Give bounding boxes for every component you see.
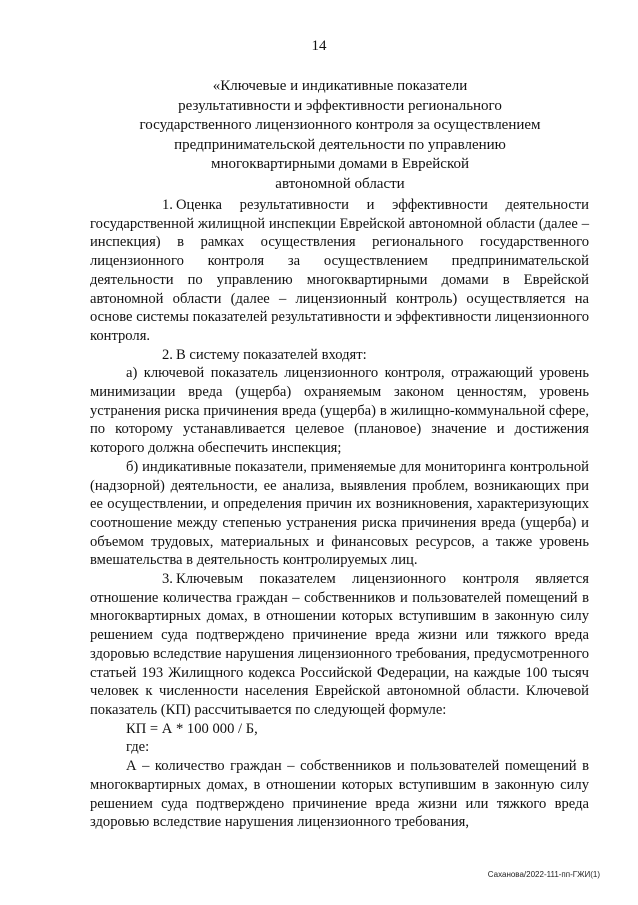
formula: КП = А * 100 000 / Б, (126, 720, 258, 737)
title-line: многоквартирными домами в Еврейской (210, 156, 470, 172)
paragraph-text: Ключевым показателем лицензионного контроля является отношение количества граждан – собственников и пользователей помещений в многоквартирных домах, в отношении которых вступившим в законную силу решением суда подтверждено причинение вреда жизни или тяжкого вреда здоровью вследствие нарушения лицензионного требования, предусмотренного статьей 193 Жилищного кодекса Российской Федерации, на каждые 100 тысяч человек к численности населения Еврейской автономной области. Ключевой показатель (КП) рассчитывается по следующей формуле: (90, 571, 589, 718)
paragraph-2b: б) индикативные показатели, применяемые для мониторинга контрольной (надзорной) деятельности, ее анализа, выявления проблем, возникающих при ее осуществлении, и определения причин их возникновения, характеризующих соотношение между степенью устранения риска причинения вреда (ущерба) и объемом трудовых, материальных и финансовых ресурсов, а также уровень вмешательства в деятельность контролируемых лиц. (90, 458, 589, 569)
paragraph-number: 2. (162, 346, 173, 363)
paragraph-3 (90, 570, 589, 720)
document-code: Саханова/2022-111-пп-ГЖИ(1) (487, 870, 600, 879)
paragraph-number: 3. (162, 571, 173, 588)
variable-a-definition: А – количество граждан – собственников и пользователей помещений в многоквартирных домах, в отношении которых вступившим в законную силу решением суда подтверждено причинение вреда жизни или тяжкого вреда здоровью вследствие нарушения лицензионного требования, (90, 758, 589, 831)
page-number: 14 (311, 38, 327, 54)
formula-where: где: (126, 739, 150, 756)
title-line: «Ключевые и индикативные показатели (212, 78, 468, 94)
document-title (90, 77, 590, 194)
paragraph-2 (90, 346, 589, 365)
document-body (90, 196, 589, 832)
title-line: автономной области (275, 175, 405, 192)
paragraph-number: 1. (162, 197, 173, 213)
paragraph-2a: а) ключевой показатель лицензионного контроля, отражающий уровень минимизации вреда (ущерба) охраняемым законом ценностям, уровень устранения риска причинения вреда (ущерба) в жилищно-коммунальной сфере, по которому устанавливается целевое (плановое) значение и достижения которого должна обеспечить инспекция; (90, 365, 589, 457)
paragraph-text: Оценка результативности и эффективности деятельности государственной жилищной инспекции Еврейской автономной области (далее – инспекция) в рамках осуществления регионального государственного лицензионного контроля за осуществлением предпринимательской деятельности по управлению многоквартирными домами в Еврейской автономной области (далее – лицензионный контроль) осуществляется на основе системы показателей результативности и эффективности лицензионного контроля. (90, 197, 589, 344)
title-line: государственного лицензионного контроля за осуществлением (139, 117, 541, 133)
paragraph-1 (90, 196, 589, 346)
paragraph-text: В систему показателей входят: (176, 346, 367, 363)
title-line: предпринимательской деятельности по управлению (174, 136, 506, 153)
title-line: результативности и эффективности регионального (178, 97, 502, 114)
